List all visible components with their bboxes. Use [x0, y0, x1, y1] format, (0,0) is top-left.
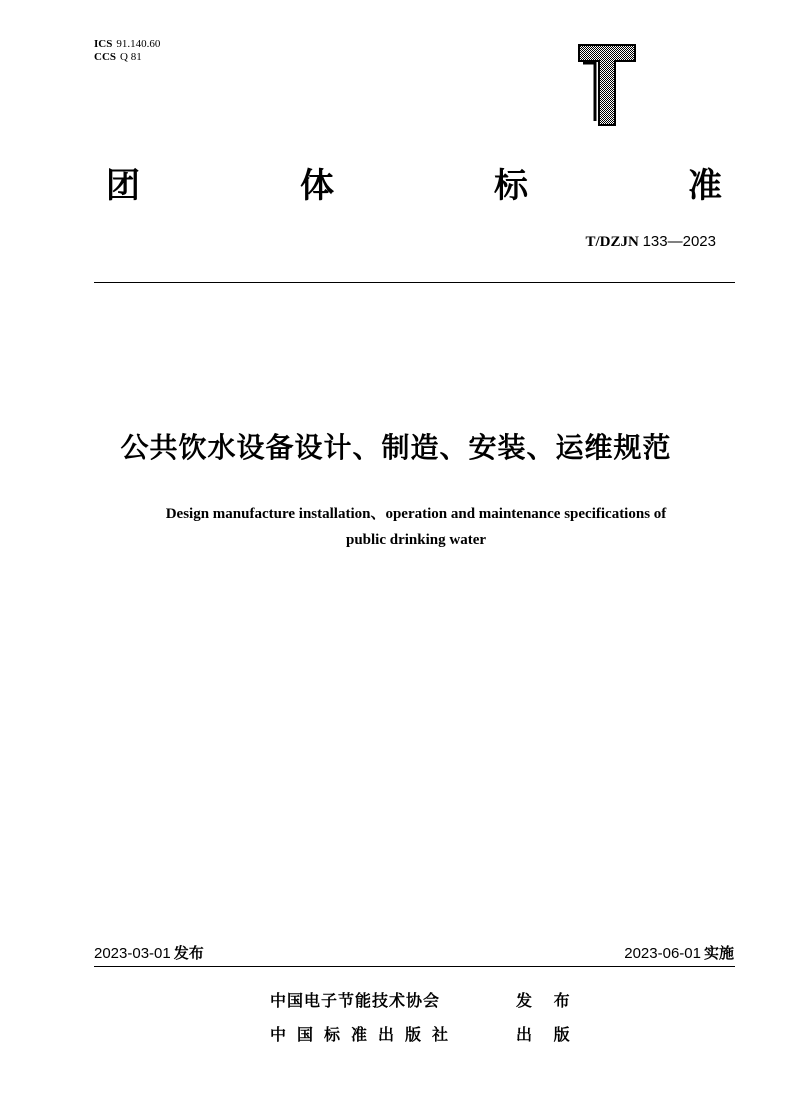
issue-date [94, 942, 204, 963]
ccs-label: CCS [94, 51, 117, 63]
standard-type-char: 标 [494, 165, 528, 206]
standard-number-prefix: T/DZJN [585, 234, 639, 250]
publisher-action: 出 版 [516, 1025, 578, 1044]
effective-date-word: 实施 [703, 944, 734, 962]
top-divider [94, 282, 735, 283]
standard-number [586, 233, 717, 251]
document-title-en [96, 501, 736, 553]
standard-type-heading [106, 160, 722, 204]
group-standard-t-logo [578, 44, 636, 126]
issue-date-word: 发布 [173, 944, 204, 962]
classification-codes [94, 38, 160, 64]
standard-type-char: 体 [300, 165, 334, 206]
ccs-code [94, 51, 160, 64]
effective-date-value: 2023-06-01 [624, 945, 701, 962]
issue-date-value: 2023-03-01 [94, 945, 171, 962]
title-en-line: public drinking water [345, 532, 487, 548]
issuing-organization [270, 988, 578, 1011]
ics-label: ICS [94, 38, 113, 50]
standard-type-char: 准 [688, 165, 722, 206]
document-title-cn: 公共饮水设备设计、制造、安装、运维规范 [120, 431, 672, 464]
ics-code [94, 38, 160, 51]
bottom-divider [94, 966, 735, 967]
standard-type-char: 团 [106, 165, 140, 206]
title-en-line: Design manufacture installation、operation and maintenance specifications of [165, 506, 667, 522]
publisher-name: 中国标准出版社 [270, 1025, 460, 1044]
ics-value: 91.140.60 [116, 38, 161, 50]
issuer-name: 中国电子节能技术协会 [270, 991, 441, 1010]
publishing-organization [270, 1022, 578, 1045]
standard-number-value: 133—2023 [642, 233, 716, 250]
issuer-action: 发 布 [516, 991, 578, 1010]
ccs-value: Q 81 [120, 51, 142, 63]
effective-date [624, 942, 734, 963]
